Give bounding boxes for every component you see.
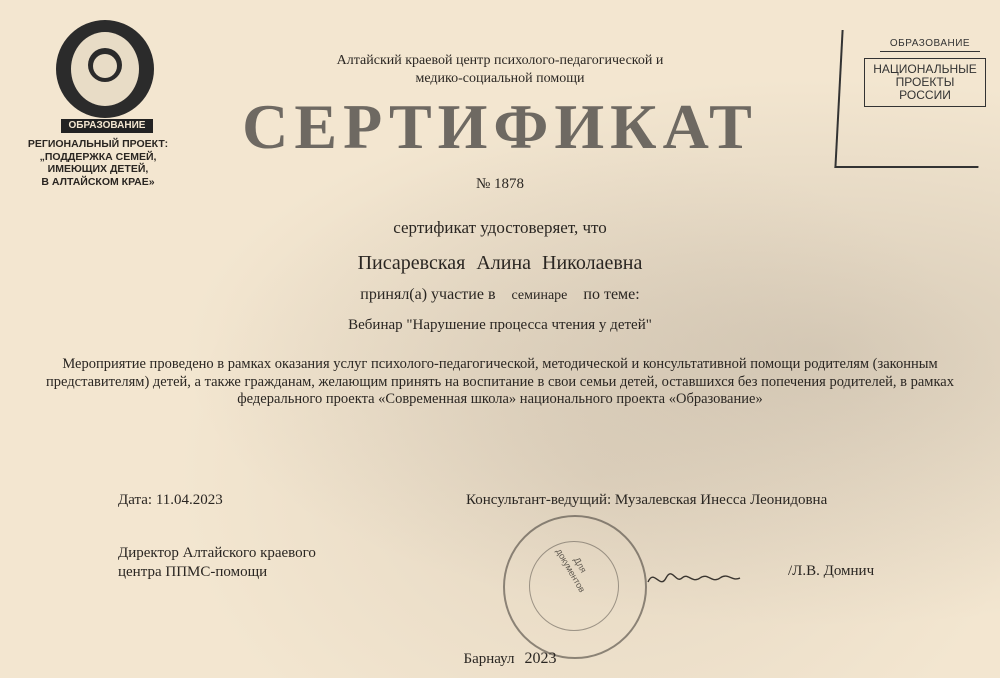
city-name: Барнаул <box>463 651 515 667</box>
organization-name: Алтайский краевой центр психолого-педагогической и медико-социальной помощи <box>336 53 664 86</box>
certifies-text: сертификат удостоверяет, что <box>393 218 607 237</box>
webinar-title: Вебинар "Нарушение процесса чтения у детей" <box>348 317 652 333</box>
event-description: Мероприятие проведено в рамках оказания услуг психолого-педагогической, методической и консультативной помощи родителям (законным представителям) детей, а также гражданам, желающим принять на воспитание в свои семьи детей, оставшихся без попечения родителей, в рамках федерального проекта «Современная школа» национального проекта «Образование» <box>46 356 954 407</box>
education-badge: ОБРАЗОВАНИЕ <box>61 119 153 133</box>
consultant-name: Консультант-ведущий: Музалевская Инесса Леонидовна <box>466 492 828 508</box>
issue-year: 2023 <box>524 650 557 667</box>
certificate-title: СЕРТИФИКАТ <box>242 91 758 162</box>
certificate-number: № 1878 <box>475 176 525 192</box>
stamp-text: Для документов <box>554 546 589 595</box>
director-title: Директор Алтайского краевого центра ППМС-помощи <box>118 545 316 580</box>
participated-text: принял(а) участие в <box>360 286 496 303</box>
education-logo-icon <box>56 20 154 118</box>
national-projects-logo: НАЦИОНАЛЬНЫЕ ПРОЕКТЫ РОССИИ <box>864 58 986 107</box>
signature-icon <box>640 560 770 600</box>
director-name: /Л.В. Домнич <box>788 563 875 579</box>
issue-date: Дата: 11.04.2023 <box>118 492 223 508</box>
regional-project-label: РЕГИОНАЛЬНЫЙ ПРОЕКТ: „ПОДДЕРЖКА СЕМЕЙ, ИМЕЮЩИХ ДЕТЕЙ, В АЛТАЙСКОМ КРАЕ» <box>27 138 169 188</box>
participation-line <box>260 286 740 304</box>
topic-label: по теме: <box>583 286 640 303</box>
recipient-name: Писаревская Алина Николаевна <box>357 252 643 274</box>
city-year <box>440 650 580 668</box>
event-type: семинаре <box>511 288 568 303</box>
official-stamp-icon <box>503 515 647 659</box>
national-projects-top-label: ОБРАЗОВАНИЕ <box>880 38 980 52</box>
